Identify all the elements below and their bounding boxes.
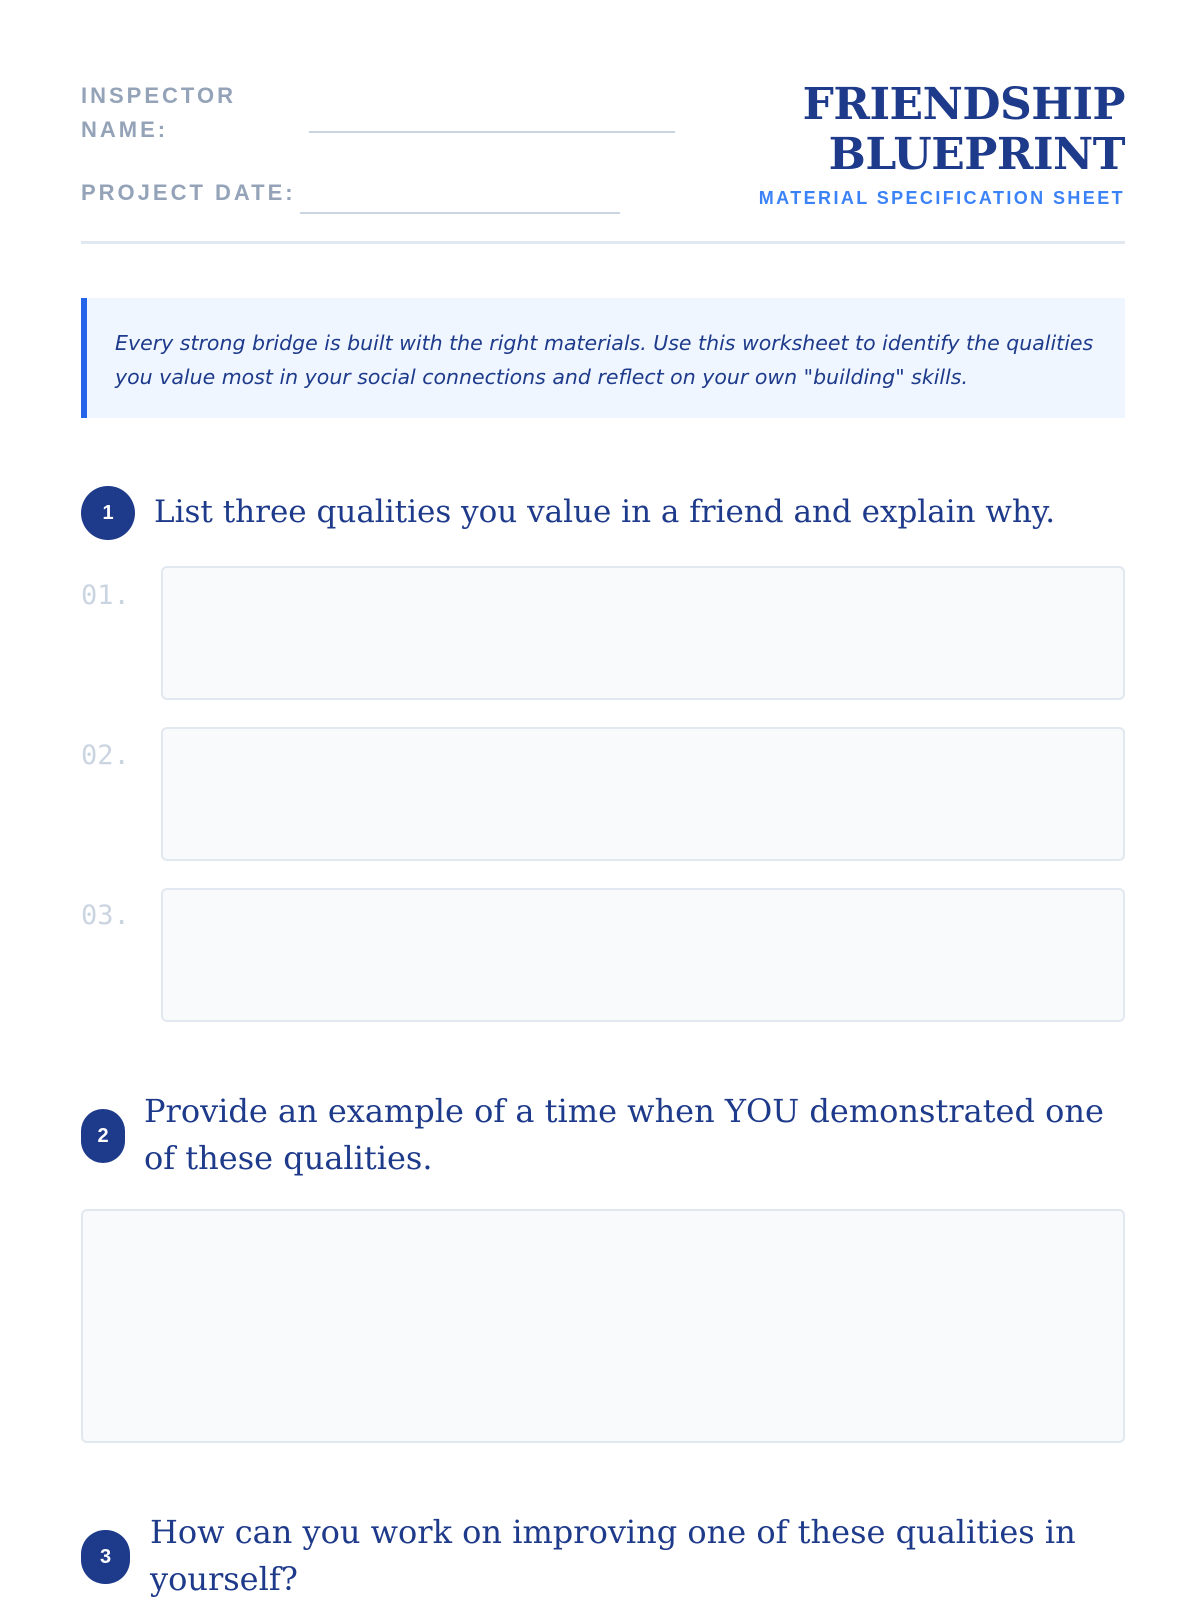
answer-box-3[interactable] xyxy=(161,888,1125,1022)
question-1-badge: 1 xyxy=(81,486,135,540)
answer-box-1[interactable] xyxy=(161,566,1125,700)
project-date-field[interactable] xyxy=(300,212,620,214)
header-divider xyxy=(81,241,1125,244)
intro-callout xyxy=(81,298,1125,418)
page-subtitle: MATERIAL SPECIFICATION SHEET xyxy=(758,188,1125,208)
project-date-label: PROJECT DATE: xyxy=(81,180,296,205)
question-3-text: How can you work on improving one of these qualities in yourself? xyxy=(150,1513,1076,1598)
answer-number: 02. xyxy=(81,740,130,771)
question-1-text: List three qualities you value in a friend and explain why. xyxy=(154,494,1056,530)
answer-box-example[interactable] xyxy=(81,1209,1125,1443)
intro-text: Every strong bridge is built with the right materials. Use this worksheet to identify the qualities you value most in your social connections and reflect on your own "building" skills. xyxy=(115,331,1094,389)
title-line-2: BLUEPRINT xyxy=(828,129,1125,180)
worksheet-page xyxy=(81,0,1125,1600)
title-line-1: FRIENDSHIP xyxy=(802,79,1125,130)
page-title xyxy=(803,80,1125,180)
inspector-name-field[interactable] xyxy=(309,131,675,133)
answer-number: 01. xyxy=(81,580,130,611)
question-2-badge: 2 xyxy=(81,1109,125,1163)
answer-box-2[interactable] xyxy=(161,727,1125,861)
inspector-name-label: INSPECTOR NAME: xyxy=(81,83,236,142)
answer-number: 03. xyxy=(81,900,130,931)
question-3-badge: 3 xyxy=(81,1530,130,1584)
question-2-text: Provide an example of a time when YOU demonstrated one of these qualities. xyxy=(144,1092,1104,1177)
